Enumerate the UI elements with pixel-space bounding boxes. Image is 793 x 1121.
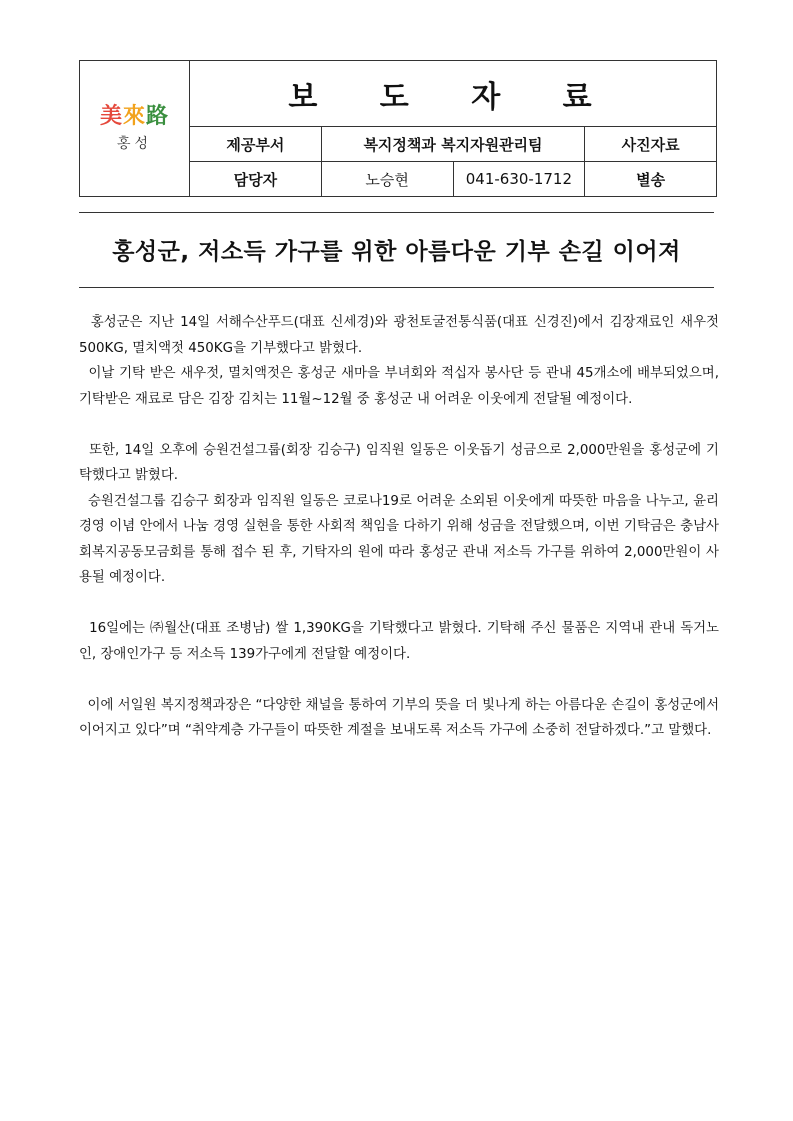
press-release-header-table: [79, 60, 717, 197]
dept-value: 복지정책과 복지자원관리팀: [321, 127, 585, 162]
contact-name: 노승현: [321, 162, 453, 197]
logo-char-2: 來: [122, 102, 146, 129]
logo-char-3: 路: [146, 102, 170, 129]
headline-top-rule: [79, 212, 714, 213]
contact-phone: 041-630-1712: [453, 162, 585, 197]
attachment-label: 별송: [585, 162, 717, 197]
photo-label: 사진자료: [585, 127, 717, 162]
paragraph-6: 이에 서일원 복지정책과장은 “다양한 채널을 통하여 기부의 뜻을 더 빛나게 하는 아름다운 손길이 홍성군에서 이어지고 있다”며 “취약계층 가구들이 따뜻한 계절을 보내도록 저소득 가구에 소중히 전달하겠다.”고 말했다.: [79, 697, 719, 738]
logo-subtitle: 홍성: [116, 135, 153, 152]
logo-cell: [80, 61, 190, 197]
paragraph-2: 이날 기탁 받은 새우젓, 멸치액젓은 홍성군 새마을 부녀회와 적십자 봉사단 등 관내 45개소에 배부되었으며, 기탁받은 재료로 담은 김장 김치는 11월~12월 중 홍성군 내 어려운 이웃에게 전달될 예정이다.: [79, 366, 719, 407]
paragraph-5: 16일에는 ㈜월산(대표 조병남) 쌀 1,390KG을 기탁했다고 밝혔다. 기탁해 주신 물품은 지역내 관내 독거노인, 장애인가구 등 저소득 139가구에게 전달할 예정이다.: [79, 621, 719, 662]
paragraph-gap: [79, 412, 719, 438]
headline: 홍성군, 저소득 가구를 위한 아름다운 기부 손길 이어져: [112, 239, 681, 265]
document-title: 보 도 자 료: [190, 61, 717, 127]
paragraph-3: 또한, 14일 오후에 승원건설그룹(회장 김승구) 임직원 일동은 이웃돕기 성금으로 2,000만원을 홍성군에 기탁했다고 밝혔다.: [79, 442, 719, 483]
article-body: [79, 310, 719, 744]
contact-label: 담당자: [190, 162, 322, 197]
headline-bottom-rule: [79, 287, 714, 288]
paragraph-gap: [79, 591, 719, 617]
paragraph-1: 홍성군은 지난 14일 서해수산푸드(대표 신세경)와 광천토굴전통식품(대표 신경진)에서 김장재료인 새우젓 500KG, 멸치액젓 450KG을 기부했다고 밝혔다.: [79, 315, 719, 356]
hongseong-logo: [80, 102, 189, 129]
paragraph-4: 승원건설그룹 김승구 회장과 임직원 일동은 코로나19로 어려운 소외된 이웃에게 따뜻한 마음을 나누고, 윤리경영 이념 안에서 나눔 경영 실현을 통한 사회적 책임을 다하기 위해 성금을 전달했으며, 이번 기탁금은 충남사회복지공동모금회를 통해 접수 된 후, 기탁자의 원에 따라 홍성군 관내 저소득 가구를 위하여 2,000만원이 사용될 예정이다.: [79, 493, 719, 585]
logo-char-1: 美: [99, 102, 123, 129]
paragraph-gap: [79, 667, 719, 693]
dept-label: 제공부서: [190, 127, 322, 162]
